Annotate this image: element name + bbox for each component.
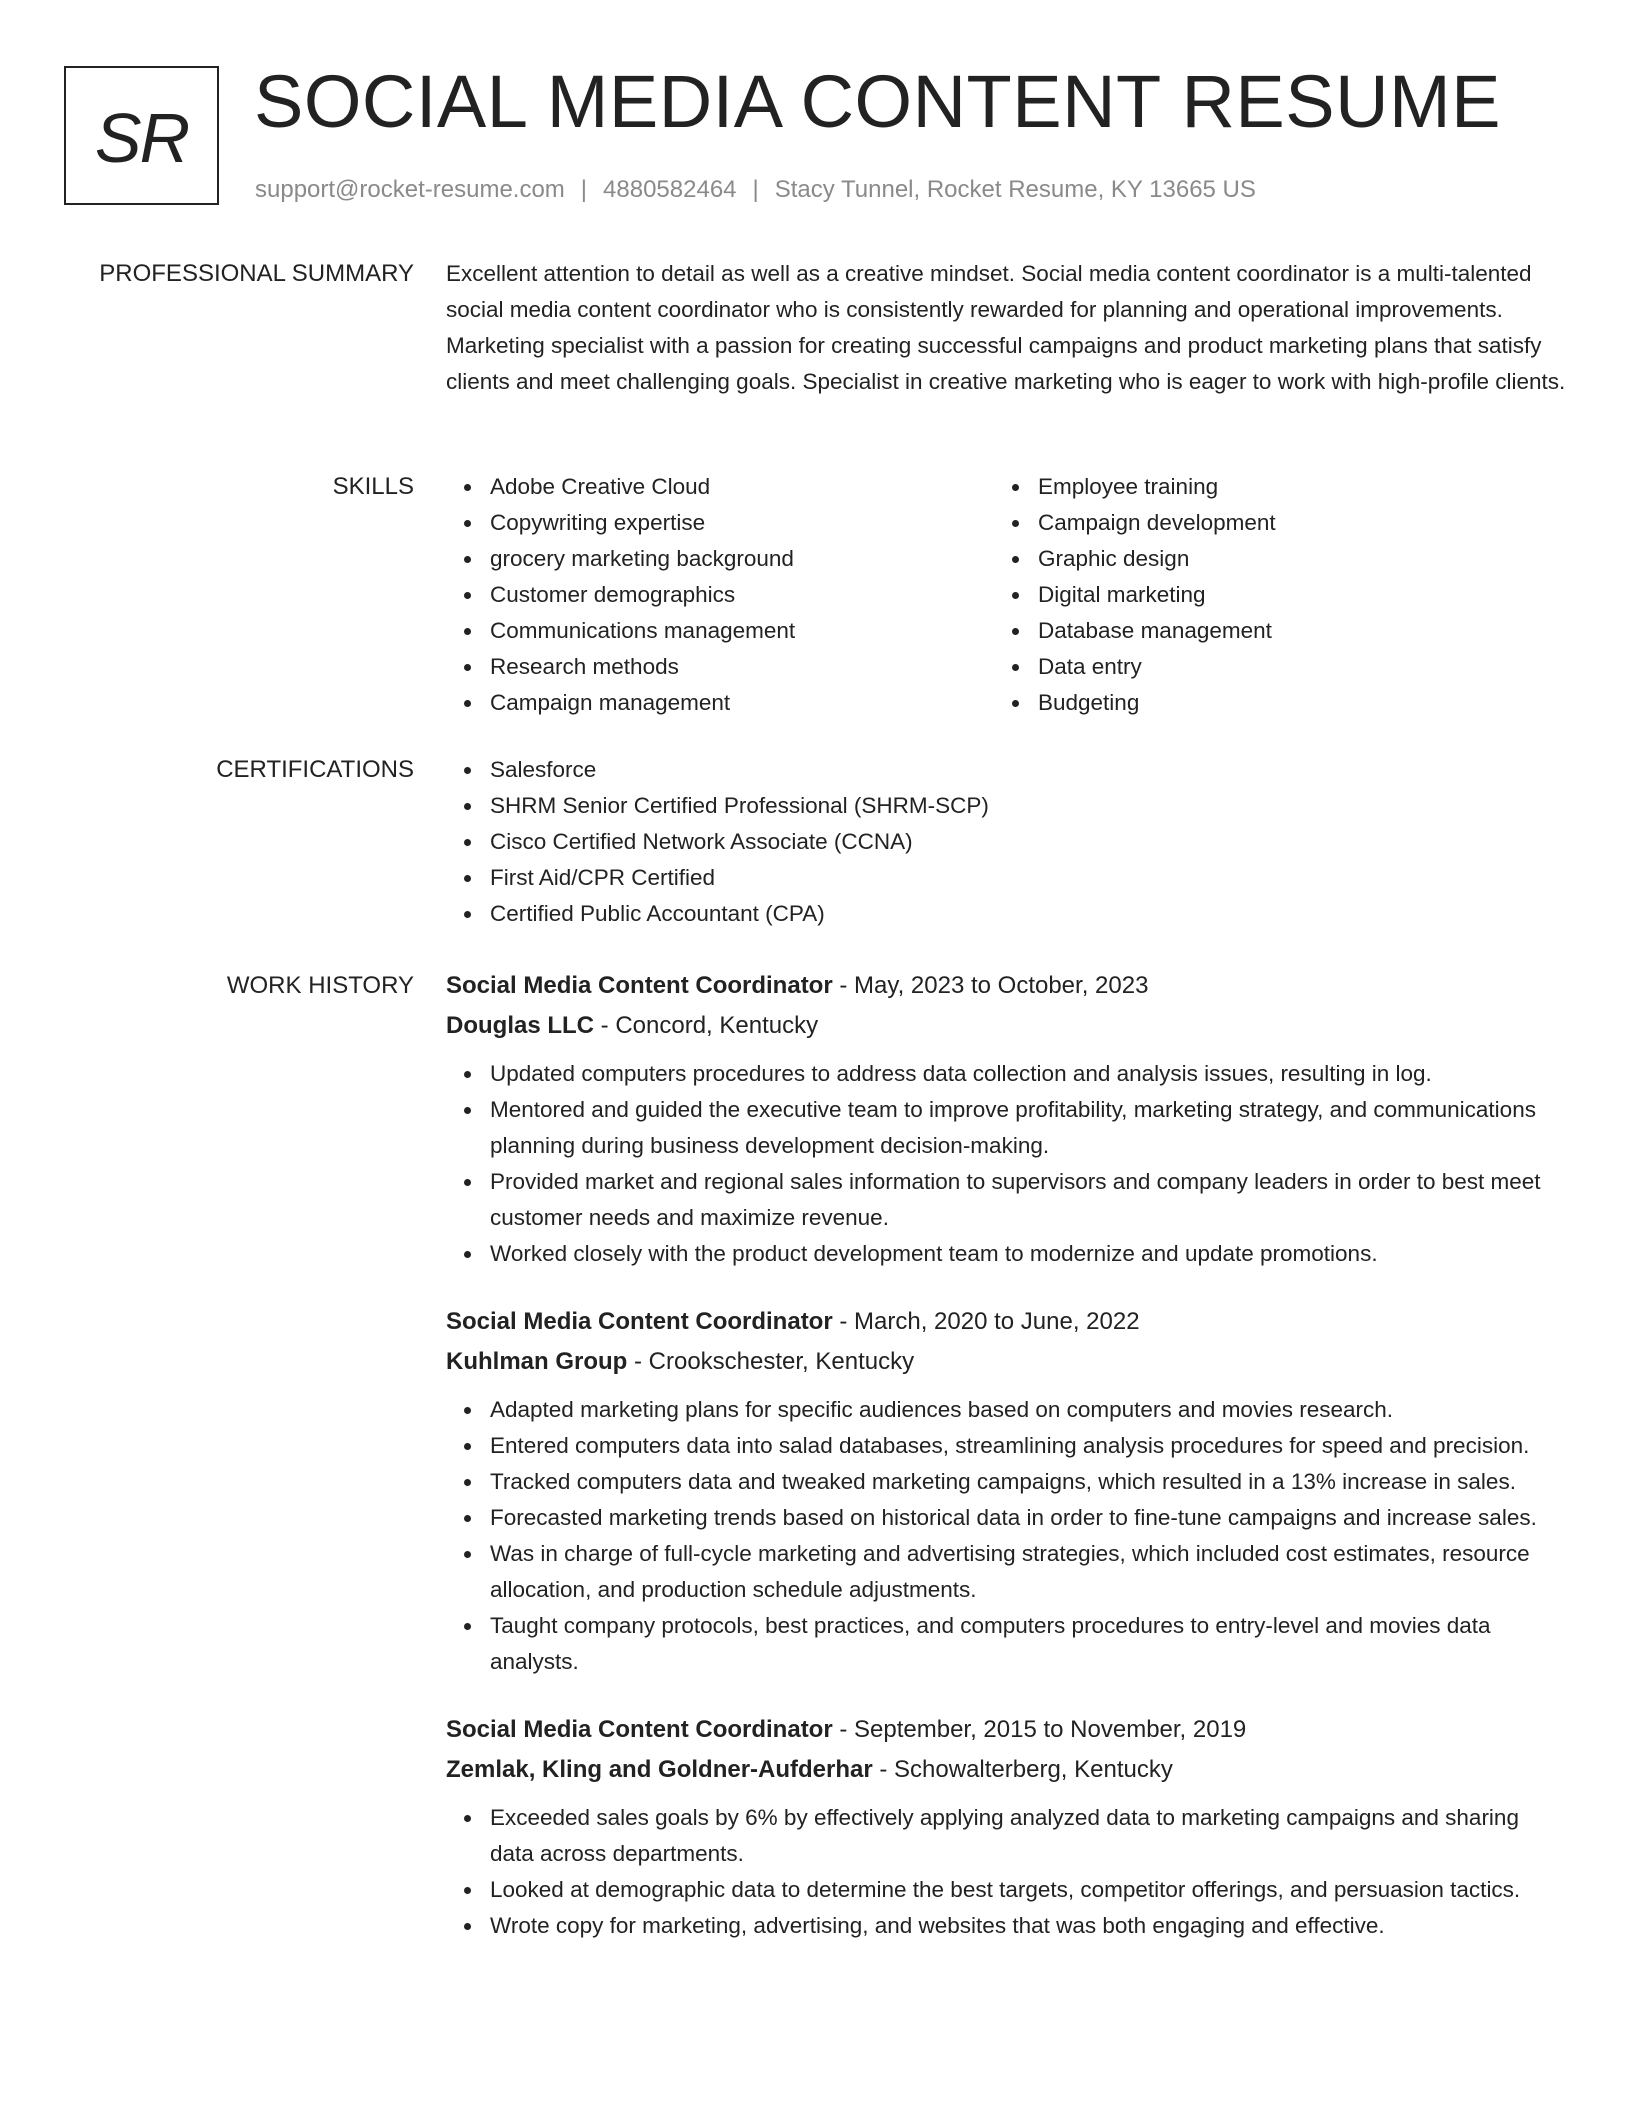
job-dates: - March, 2020 to June, 2022 [832, 1308, 1140, 1335]
certifications-list [446, 752, 1566, 932]
job-title: Social Media Content Coordinator [446, 1716, 833, 1743]
job-bullet: Mentored and guided the executive team to improve profitability, marketing strategy, and communications planning during business development decision-making. [490, 1092, 1566, 1164]
job-company-line [446, 1006, 1566, 1046]
section-label-certifications: CERTIFICATIONS [216, 756, 414, 783]
job-bullet: Exceeded sales goals by 6% by effectively applying analyzed data to marketing campaigns and sharing data across departments. [490, 1800, 1566, 1872]
certification-item: SHRM Senior Certified Professional (SHRM-SCP) [490, 788, 1566, 824]
skill-item: Budgeting [1038, 685, 1276, 721]
section-label-summary: PROFESSIONAL SUMMARY [99, 260, 414, 287]
job-company: Kuhlman Group [446, 1348, 628, 1375]
monogram-logo: SR [64, 66, 219, 205]
job-entry [446, 1302, 1566, 1680]
job-bullets [446, 1800, 1566, 1944]
job-company-line [446, 1342, 1566, 1382]
job-bullet: Adapted marketing plans for specific audiences based on computers and movies research. [490, 1392, 1566, 1428]
contact-separator: | [752, 176, 759, 203]
job-title-line [446, 1710, 1566, 1750]
skill-item: Adobe Creative Cloud [490, 469, 994, 505]
job-dates: - May, 2023 to October, 2023 [832, 972, 1149, 999]
certification-item: Cisco Certified Network Associate (CCNA) [490, 824, 1566, 860]
skills-list-right [994, 469, 1276, 721]
job-entry [446, 966, 1566, 1272]
resume-title: SOCIAL MEDIA CONTENT RESUME [254, 60, 1502, 143]
contact-address: Stacy Tunnel, Rocket Resume, KY 13665 US [774, 176, 1256, 203]
job-bullet: Forecasted marketing trends based on historical data in order to fine-tune campaigns and increase sales. [490, 1500, 1566, 1536]
skill-item: Graphic design [1038, 541, 1276, 577]
job-bullet: Was in charge of full-cycle marketing and advertising strategies, which included cost estimates, resource allocation, and production schedule adjustments. [490, 1536, 1566, 1608]
skill-item: Customer demographics [490, 577, 994, 613]
work-history-body [446, 966, 1566, 1974]
skill-item: Communications management [490, 613, 994, 649]
job-location: - Concord, Kentucky [594, 1012, 819, 1039]
job-entry [446, 1710, 1566, 1944]
job-title: Social Media Content Coordinator [446, 972, 833, 999]
skill-item: Campaign management [490, 685, 994, 721]
job-location: - Schowalterberg, Kentucky [872, 1756, 1173, 1783]
skill-item: Research methods [490, 649, 994, 685]
job-bullets [446, 1392, 1566, 1680]
contact-email[interactable]: support@rocket-resume.com [255, 176, 565, 203]
skill-item: Database management [1038, 613, 1276, 649]
summary-text: Excellent attention to detail as well as a creative mindset. Social media content coordinator is a multi-talented social media content coordinator who is consistently rewarded for planning and operational improvements. Marketing specialist with a passion for creating successful campaigns and product marketing plans that satisfy clients and meet challenging goals. Specialist in creative marketing who is eager to work with high-profile clients. [446, 261, 1566, 394]
job-bullet: Updated computers procedures to address data collection and analysis issues, resulting in log. [490, 1056, 1566, 1092]
job-bullets [446, 1056, 1566, 1272]
contact-separator: | [580, 176, 588, 203]
certification-item: Salesforce [490, 752, 1566, 788]
certification-item: Certified Public Accountant (CPA) [490, 896, 1566, 932]
certification-item: First Aid/CPR Certified [490, 860, 1566, 896]
job-bullet: Looked at demographic data to determine the best targets, competitor offerings, and persuasion tactics. [490, 1872, 1566, 1908]
job-bullet: Worked closely with the product development team to modernize and update promotions. [490, 1236, 1566, 1272]
skills-body [446, 469, 1566, 721]
summary-body [446, 256, 1566, 400]
job-bullet: Entered computers data into salad databases, streamlining analysis procedures for speed and precision. [490, 1428, 1566, 1464]
certifications-body [446, 752, 1566, 932]
contact-phone[interactable]: 4880582464 [603, 176, 737, 203]
job-company: Douglas LLC [446, 1012, 594, 1039]
skill-item: Employee training [1038, 469, 1276, 505]
skill-item: grocery marketing background [490, 541, 994, 577]
section-label-work-history: WORK HISTORY [226, 972, 414, 999]
job-company: Zemlak, Kling and Goldner-Aufderhar [446, 1756, 873, 1783]
job-location: - Crookschester, Kentucky [627, 1348, 915, 1375]
job-bullet: Taught company protocols, best practices, and computers procedures to entry-level and movies data analysts. [490, 1608, 1566, 1680]
job-dates: - September, 2015 to November, 2019 [832, 1716, 1247, 1743]
job-bullet: Provided market and regional sales information to supervisors and company leaders in order to best meet customer needs and maximize revenue. [490, 1164, 1566, 1236]
skill-item: Campaign development [1038, 505, 1276, 541]
job-bullet: Wrote copy for marketing, advertising, and websites that was both engaging and effective. [490, 1908, 1566, 1944]
skills-list-left [446, 469, 994, 721]
job-title-line [446, 1302, 1566, 1342]
skill-item: Digital marketing [1038, 577, 1276, 613]
contact-line [255, 174, 1256, 206]
section-label-skills: SKILLS [332, 473, 414, 500]
job-title: Social Media Content Coordinator [446, 1308, 833, 1335]
job-title-line [446, 966, 1566, 1006]
skill-item: Data entry [1038, 649, 1276, 685]
skill-item: Copywriting expertise [490, 505, 994, 541]
job-company-line [446, 1750, 1566, 1790]
job-bullet: Tracked computers data and tweaked marketing campaigns, which resulted in a 13% increase in sales. [490, 1464, 1566, 1500]
